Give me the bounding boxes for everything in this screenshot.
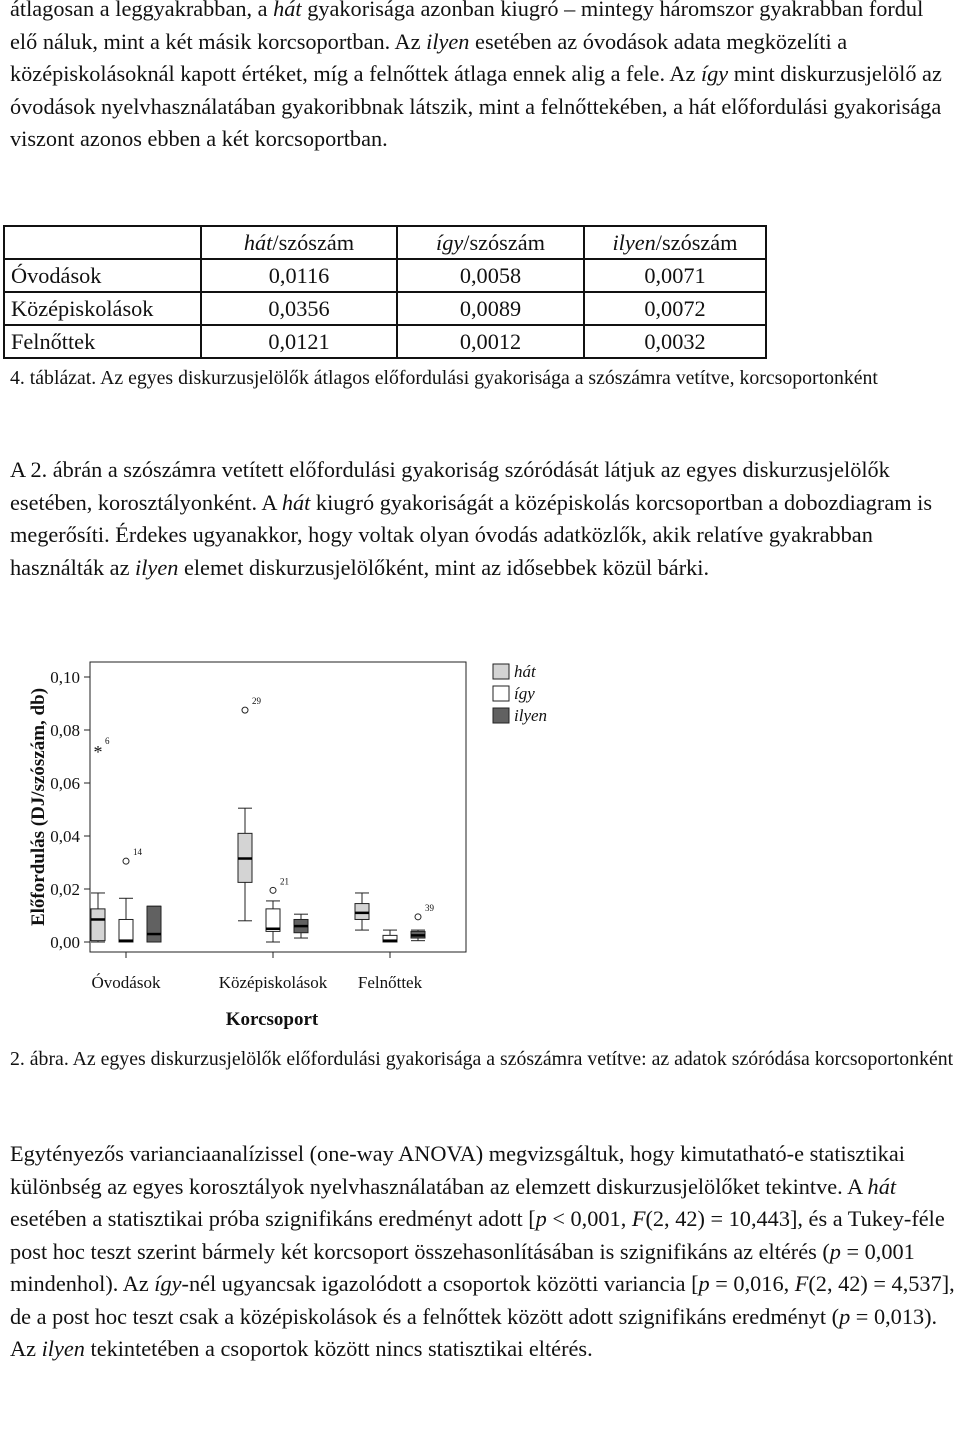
- table-row: [4, 325, 766, 358]
- italic-term: F: [794, 1271, 809, 1296]
- table-header-cell: így/szószám: [397, 226, 584, 259]
- text-run: átlagosan a leggyakrabban, a: [10, 0, 274, 21]
- boxplot-figure: [0, 640, 960, 1040]
- table-cell: 0,0012: [397, 325, 584, 358]
- italic-term: F: [631, 1206, 646, 1231]
- table-cell: 0,0116: [201, 259, 397, 292]
- text-run: esetében a statisztikai próba szignifikáns eredményt adott [: [10, 1206, 536, 1231]
- text-run: esetében az óvodások adata megközelíti a középiskolásoknál kapott értéket, míg a felnőttek átlaga ennek alig a fele. Az: [10, 28, 848, 86]
- table-header-cell: [4, 226, 201, 259]
- box-hát: [91, 909, 105, 941]
- text-run: A 2. ábrán a szószámra vetített előfordulási gyakoriság szóródását látjuk az egyes diskurzusjelölők esetében, korosztályonként. A: [10, 457, 890, 515]
- text-run: = 0,013). Az: [10, 1303, 938, 1361]
- y-tick-label: 0,04: [50, 827, 80, 846]
- italic-term: hát: [273, 0, 302, 21]
- text-run: -nél ugyancsak igazolódott a csoportok közötti variancia [: [181, 1271, 699, 1296]
- text-run: < 0,001,: [546, 1206, 632, 1231]
- x-tick-label: Középiskolások: [218, 973, 328, 992]
- x-tick-label: Felnőttek: [357, 973, 423, 992]
- frequency-table: [3, 225, 767, 359]
- italic-term: p: [839, 1303, 851, 1329]
- text-run: = 0,001 mindenhol). Az: [10, 1238, 915, 1296]
- box-így: [119, 919, 133, 942]
- x-tick-label: Óvodások: [91, 973, 161, 992]
- outlier-point: [242, 707, 248, 713]
- paragraph-intro: [10, 0, 955, 156]
- italic-term: p: [698, 1271, 710, 1296]
- italic-term: hát: [867, 1173, 897, 1199]
- y-tick-label: 0,00: [50, 933, 80, 952]
- paragraph-figure-description: [10, 454, 955, 584]
- table-cell: 0,0072: [584, 292, 766, 325]
- table-cell: 0,0032: [584, 325, 766, 358]
- text-run: = 0,016,: [709, 1271, 795, 1296]
- legend-label: így: [514, 684, 535, 703]
- text-run: Egytényezős varianciaanalízissel (one-way ANOVA) megvizsgáltuk, hogy kimutatható-e statisztikai különbség az egyes korosztályok nyelvhasználatában az elemzett diskurzusjelölőket tekintve. A: [10, 1141, 905, 1199]
- paragraph-anova: [10, 1138, 955, 1366]
- table-cell: 0,0356: [201, 292, 397, 325]
- text-run: elemet diskurzusjelölőként, mint az idősebbek közül bárki.: [178, 554, 710, 580]
- text-run: (2, 42) = 4,537], de a post hoc teszt csak a középiskolások és a felnőttek között adott szignifikáns eredményt (: [10, 1271, 955, 1329]
- table-cell: 0,0089: [397, 292, 584, 325]
- text-run: (2, 42) = 10,443], és a Tukey-féle post hoc teszt szerint bármely két korcsoport összehasonlításában is szignifikáns az eltérés (: [10, 1206, 945, 1264]
- outlier-label: 21: [280, 876, 289, 887]
- italic-term: így: [154, 1271, 182, 1296]
- box-hát: [355, 904, 369, 920]
- y-tick-label: 0,10: [50, 668, 80, 687]
- italic-term: ilyen: [41, 1336, 85, 1361]
- outlier-label: 29: [252, 696, 261, 707]
- table-row-label: Óvodások: [4, 259, 201, 292]
- italic-term: hát: [281, 489, 311, 515]
- table-cell: 0,0071: [584, 259, 766, 292]
- table-cell: 0,0121: [201, 325, 397, 358]
- table-header-cell: ilyen/szószám: [584, 226, 766, 259]
- outlier-point: [123, 858, 129, 864]
- table-caption: 4. táblázat. Az egyes diskurzusjelölők átlagos előfordulási gyakorisága a szószámra vetítve, korcsoportonként: [10, 367, 878, 389]
- x-axis-label: Korcsoport: [225, 1009, 319, 1030]
- table-row-label: Felnőttek: [4, 325, 201, 358]
- italic-term: p: [829, 1238, 841, 1264]
- text-run: gyakorisága azonban kiugró – mintegy háromszor gyakrabban fordul elő náluk, mint a két másik korcsoportban. Az: [10, 0, 924, 54]
- legend-label: ilyen: [514, 706, 548, 725]
- text-run: kiugró gyakoriságát a középiskolás korcsoportban a dobozdiagram is megerősíti. Érdekes ugyanakkor, hogy voltak olyan óvodás adatközlők, akik relatíve gyakrabban használták az: [10, 489, 933, 580]
- italic-term: p: [535, 1206, 547, 1231]
- outlier-label: 6: [105, 735, 110, 746]
- italic-term: így: [700, 61, 729, 86]
- figure-caption: 2. ábra. Az egyes diskurzusjelölők előfordulási gyakorisága a szószámra vetítve: az adatok szóródása korcsoportonként: [10, 1048, 954, 1070]
- table-header-row: [4, 226, 766, 259]
- legend-swatch: [493, 686, 509, 701]
- text-run: mint diskurzusjelölő az óvodások nyelvhasználatában gyakoribbnak látszik, mint a felnőttekében, a hát előfordulási gyakorisága viszont azonos ebben a két korcsoportban.: [10, 61, 942, 151]
- table-header-cell: hát/szószám: [201, 226, 397, 259]
- box-ilyen: [147, 906, 161, 942]
- table-cell: 0,0058: [397, 259, 584, 292]
- outlier-label: 39: [425, 902, 434, 913]
- table-row-label: Középiskolások: [4, 292, 201, 325]
- legend-swatch: [493, 708, 509, 723]
- italic-term: ilyen: [426, 28, 470, 54]
- outlier-label: 14: [133, 847, 142, 858]
- outlier-point: [270, 887, 276, 893]
- outlier-point: [415, 914, 421, 920]
- y-tick-label: 0,02: [50, 880, 80, 899]
- y-tick-label: 0,06: [50, 774, 80, 793]
- table-row: [4, 292, 766, 325]
- y-axis-label: Előfordulás (DJ/szószám, db): [28, 687, 49, 927]
- outlier-extreme: *: [93, 741, 103, 762]
- text-run: tekintetében a csoportok között nincs statisztikai eltérés.: [84, 1336, 593, 1361]
- legend-swatch: [493, 664, 509, 679]
- table-row: [4, 259, 766, 292]
- italic-term: ilyen: [135, 554, 179, 580]
- y-tick-label: 0,08: [50, 721, 80, 740]
- legend-label: hát: [514, 662, 536, 681]
